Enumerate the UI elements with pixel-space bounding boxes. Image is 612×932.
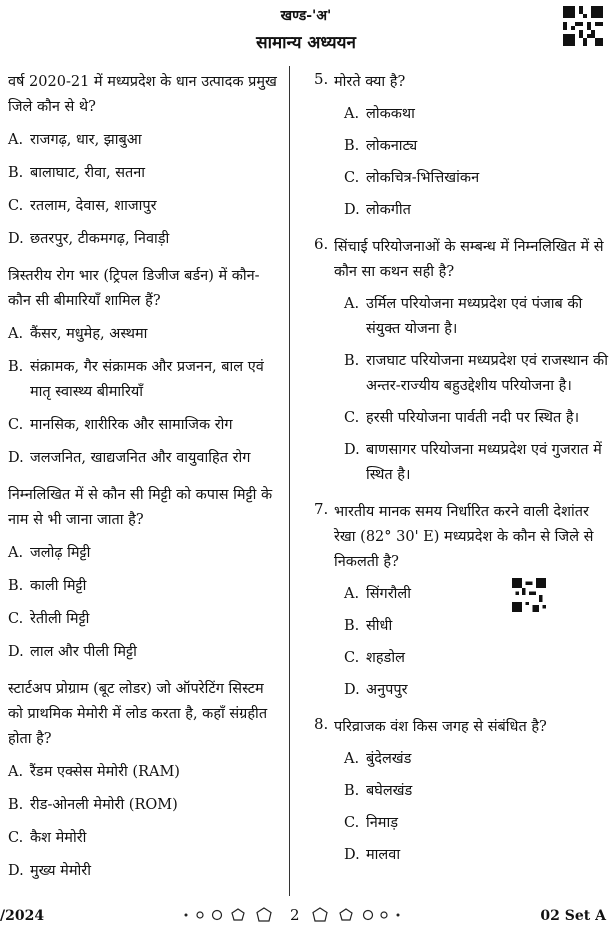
option-text: रीड-ओनली मेमोरी (ROM) — [30, 797, 178, 813]
option-letter: A. — [8, 132, 24, 148]
option-letter: A. — [8, 764, 24, 780]
answer-option — [8, 760, 282, 785]
answer-option — [344, 134, 608, 159]
answer-option — [8, 826, 282, 851]
option-text: बालाघाट, रीवा, सतना — [30, 165, 146, 181]
answer-option — [8, 541, 282, 566]
answer-option — [8, 128, 282, 153]
question-text: सिंचाई परियोजनाओं के सम्बन्ध में निम्नलिखित में से कौन सा कथन सही है? — [334, 239, 604, 280]
question-block — [8, 677, 282, 884]
option-text: रतलाम, देवास, शाजापुर — [30, 198, 157, 214]
option-text: बघेलखंड — [366, 783, 413, 799]
page-number-ornament — [180, 906, 410, 924]
question-number: 8. — [314, 715, 329, 733]
option-letter: A. — [344, 751, 360, 767]
question-text: परिव्राजक वंश किस जगह से संबंधित है? — [334, 719, 547, 735]
column-divider — [289, 66, 290, 896]
answer-option — [344, 198, 608, 223]
option-text: सिंगरौली — [366, 586, 411, 602]
option-text: लोकचित्र-भित्तिखांकन — [366, 170, 480, 186]
question-block — [8, 70, 282, 252]
answer-option — [8, 161, 282, 186]
answer-option — [8, 446, 282, 471]
question-text: वर्ष 2020-21 में मध्यप्रदेश के धान उत्पादक प्रमुख जिले कौन से थे? — [8, 74, 277, 115]
option-letter: A. — [344, 586, 360, 602]
question-number: 6. — [314, 235, 329, 253]
answer-option — [344, 678, 608, 703]
option-text: संक्रामक, गैर संक्रामक और प्रजनन, बाल एवं मातृ स्वास्थ्य बीमारियाँ — [30, 359, 264, 400]
option-text: सीधी — [366, 618, 393, 634]
page-footer — [0, 902, 612, 932]
option-text: मालवा — [366, 847, 401, 863]
option-text: अनुपपुर — [366, 682, 408, 698]
answer-option — [344, 747, 608, 772]
option-text: लोकनाट्य — [366, 138, 418, 154]
option-letter: B. — [344, 353, 360, 369]
option-text: जलजनित, खाद्यजनित और वायुवाहित रोग — [30, 450, 251, 466]
page-number: 2 — [290, 906, 300, 924]
option-letter: D. — [344, 202, 360, 218]
qr-code-icon — [563, 6, 603, 46]
answer-option — [8, 227, 282, 252]
option-letter: D. — [8, 450, 24, 466]
question-block — [300, 715, 608, 868]
option-letter: B. — [8, 797, 24, 813]
question-block — [8, 264, 282, 471]
answer-option — [8, 574, 282, 599]
question-text: मोरते क्या है? — [334, 74, 406, 90]
option-letter: B. — [8, 578, 24, 594]
option-letter: A. — [8, 545, 24, 561]
answer-option — [344, 102, 608, 127]
option-letter: C. — [344, 650, 360, 666]
option-text: बाणसागर परियोजना मध्यप्रदेश एवं गुजरात में स्थित है। — [366, 442, 602, 483]
answer-option — [344, 406, 608, 431]
option-text: काली मिट्टी — [30, 578, 87, 594]
section-heading: खण्ड-'अ' — [280, 8, 332, 24]
option-letter: D. — [8, 863, 24, 879]
option-letter: B. — [8, 359, 24, 375]
option-letter: B. — [8, 165, 24, 181]
answer-option — [8, 859, 282, 884]
option-text: राजगढ़, धार, झाबुआ — [30, 132, 142, 148]
option-text: छतरपुर, टीकमगढ़, निवाड़ी — [30, 231, 170, 247]
option-letter: B. — [344, 618, 360, 634]
option-text: उर्मिल परियोजना मध्यप्रदेश एवं पंजाब की संयुक्त योजना है। — [366, 296, 583, 337]
option-text: लाल और पीली मिट्टी — [30, 644, 137, 660]
option-text: जलोढ़ मिट्टी — [30, 545, 91, 561]
option-text: लोकगीत — [366, 202, 411, 218]
option-text: बुंदेलखंड — [366, 751, 412, 767]
answer-option — [344, 646, 608, 671]
question-text: स्टार्टअप प्रोग्राम (बूट लोडर) जो ऑपरेटिंग सिस्टम को प्राथमिक मेमोरी में लोड करता है, कहाँ संग्रहीत होता है? — [8, 681, 268, 747]
question-number: 7. — [314, 500, 329, 518]
question-text: भारतीय मानक समय निर्धारित करने वाली देशांतर रेखा (82° 30' E) मध्यप्रदेश के कौन से जिले से निकलती है? — [334, 504, 594, 570]
page-title: सामान्य अध्ययन — [256, 33, 356, 53]
question-block — [8, 483, 282, 665]
option-letter: D. — [8, 644, 24, 660]
set-label: 02 Set A — [540, 908, 606, 924]
option-letter: C. — [344, 815, 360, 831]
answer-option — [344, 614, 608, 639]
answer-option — [344, 292, 608, 342]
answer-option — [8, 640, 282, 665]
option-letter: C. — [8, 611, 24, 627]
option-letter: A. — [344, 106, 360, 122]
option-letter: C. — [8, 417, 24, 433]
qr-code-icon — [512, 578, 546, 612]
answer-option — [8, 355, 282, 405]
answer-option — [344, 438, 608, 488]
answer-option — [8, 322, 282, 347]
option-letter: D. — [344, 682, 360, 698]
option-letter: D. — [8, 231, 24, 247]
question-number: 5. — [314, 70, 329, 88]
answer-option — [8, 607, 282, 632]
ornament-right-icon — [310, 907, 410, 923]
option-text: कैंसर, मधुमेह, अस्थमा — [30, 326, 148, 342]
option-letter: A. — [8, 326, 24, 342]
option-letter: D. — [344, 442, 360, 458]
option-letter: B. — [344, 783, 360, 799]
option-text: हरसी परियोजना पार्वती नदी पर स्थित है। — [366, 410, 580, 426]
option-letter: C. — [344, 410, 360, 426]
question-block — [300, 70, 608, 223]
left-column — [8, 70, 282, 896]
ornament-left-icon — [180, 907, 280, 923]
answer-option — [344, 779, 608, 804]
option-letter: D. — [344, 847, 360, 863]
question-block — [300, 235, 608, 488]
option-text: रेतीली मिट्टी — [30, 611, 90, 627]
option-text: शहडोल — [366, 650, 405, 666]
right-column — [300, 70, 608, 880]
answer-option — [344, 811, 608, 836]
option-letter: B. — [344, 138, 360, 154]
question-text: त्रिस्तरीय रोग भार (ट्रिपल डिजीज बर्डन) में कौन-कौन सी बीमारियाँ शामिल हैं? — [8, 268, 260, 309]
question-text: निम्नलिखित में से कौन सी मिट्टी को कपास मिट्टी के नाम से भी जाना जाता है? — [8, 487, 273, 528]
answer-option — [8, 194, 282, 219]
option-text: लोककथा — [366, 106, 415, 122]
answer-option — [344, 582, 608, 607]
option-text: मानसिक, शारीरिक और सामाजिक रोग — [30, 417, 233, 433]
option-text: मुख्य मेमोरी — [30, 863, 91, 879]
option-letter: C. — [8, 830, 24, 846]
question-block — [300, 500, 608, 703]
answer-option — [344, 843, 608, 868]
option-text: राजघाट परियोजना मध्यप्रदेश एवं राजस्थान की अन्तर-राज्यीय बहुउद्देशीय परियोजना है। — [366, 353, 608, 394]
option-letter: A. — [344, 296, 360, 312]
answer-option — [8, 413, 282, 438]
footer-date: /2024 — [0, 908, 45, 924]
answer-option — [344, 349, 608, 399]
option-letter: C. — [8, 198, 24, 214]
option-text: कैश मेमोरी — [30, 830, 87, 846]
answer-option — [8, 793, 282, 818]
option-letter: C. — [344, 170, 360, 186]
answer-option — [344, 166, 608, 191]
option-text: रैंडम एक्सेस मेमोरी (RAM) — [30, 764, 180, 780]
option-text: निमाड़ — [366, 815, 398, 831]
